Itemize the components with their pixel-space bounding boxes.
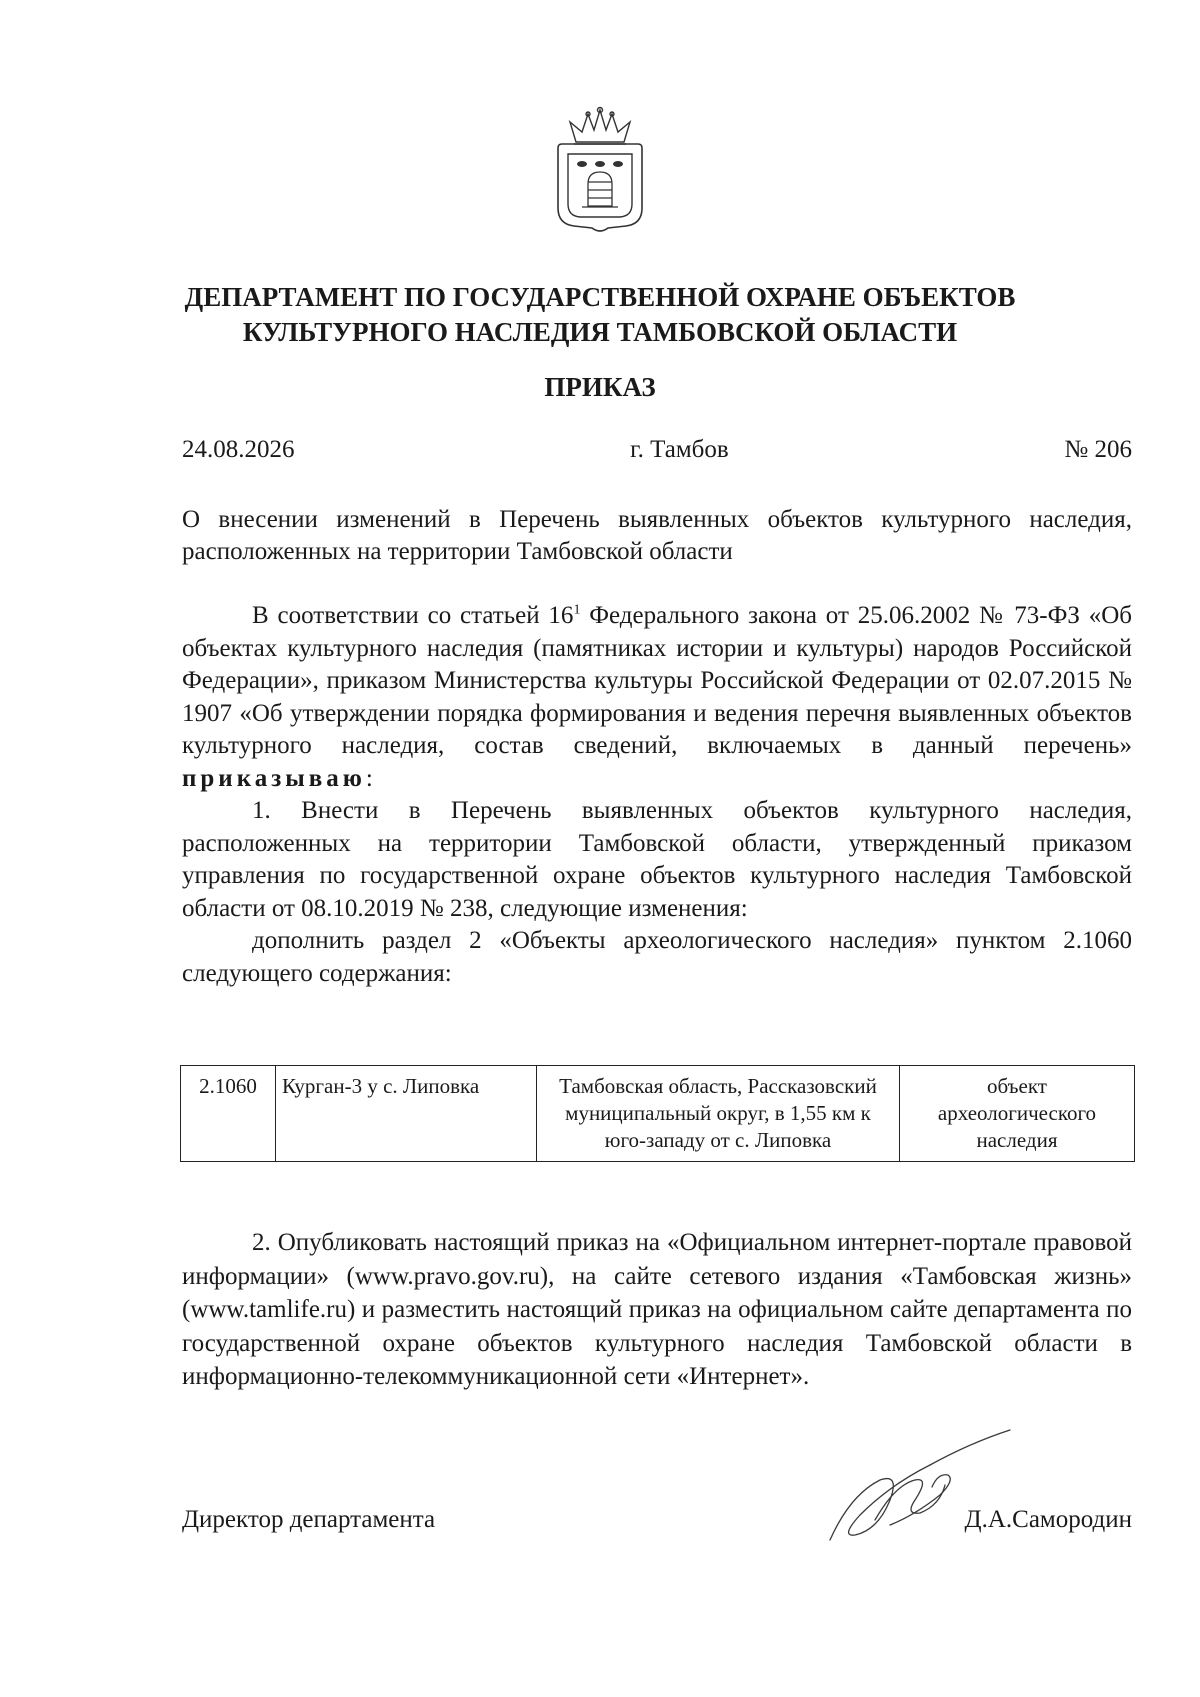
- item1-paragraph: 1. Внести в Перечень выявленных объектов культурного наследия, расположенных на территории Тамбовской области, утвержденный приказом управления по государственной охране объектов культурного наследия Тамбовской области от 08.10.2019 № 238, следующие изменения:: [182, 797, 1132, 922]
- item2-section: [182, 1226, 1132, 1394]
- object-location-cell: Тамбовская область, Рассказовский муниципальный округ, в 1,55 км к юго-западу от с. Липовка: [537, 1066, 900, 1162]
- object-name-cell: Курган-3 у с. Липовка: [276, 1066, 537, 1162]
- document-number: № 206: [1064, 436, 1132, 463]
- tambov-coat-of-arms-icon: [548, 104, 652, 234]
- document-subject: О внесении изменений в Перечень выявленных объектов культурного наследия, расположенных на территории Тамбовской области: [182, 506, 1132, 565]
- document-meta-row: [182, 436, 1132, 464]
- signer-position: Директор департамента: [182, 1506, 436, 1533]
- row-number-cell: 2.1060: [181, 1066, 276, 1162]
- handwritten-signature-icon: [820, 1425, 1020, 1555]
- object-category-cell: объект археологического наследия: [900, 1066, 1135, 1162]
- item1-sub-paragraph: дополнить раздел 2 «Объекты археологического наследия» пунктом 2.1060 следующего содержания:: [182, 927, 1132, 987]
- department-title-line1: ДЕПАРТАМЕНТ ПО ГОСУДАРСТВЕННОЙ ОХРАНЕ ОБЪЕКТОВ: [184, 282, 1016, 312]
- document-city: г. Тамбов: [630, 436, 729, 463]
- preamble-text-part2: Федерального закона от 25.06.2002 № 73-ФЗ «Об объектах культурного наследия (памятниках истории и культуры) народов Российской Федерации», приказом Министерства культуры Российской Федерации от 02.07.2015 № 1907 «Об утверждении порядка формирования и ведения перечня выявленных объектов культурного наследия, состав сведений, включаемых в данный перечень»: [182, 602, 1133, 759]
- department-title: [120, 280, 1080, 350]
- document-body: [182, 600, 1132, 990]
- signature-row: [182, 1506, 1132, 1534]
- preamble-superscript: 1: [573, 602, 581, 618]
- document-date: 24.08.2026: [182, 436, 295, 463]
- table-row: [181, 1066, 1135, 1162]
- heritage-object-table: [180, 1065, 1135, 1162]
- signer-name: Д.А.Самородин: [964, 1506, 1132, 1533]
- preamble-text-part1: В соответствии со статьей 16: [252, 602, 574, 629]
- document-type: ПРИКАЗ: [544, 372, 656, 402]
- preamble-paragraph: [182, 600, 1132, 795]
- item2-paragraph: 2. Опубликовать настоящий приказ на «Официальном интернет-портале правовой информации» (www.pravo.gov.ru), на сайте сетевого издания «Тамбовская жизнь» (www.tamlife.ru) и разместить настоящий приказ на официальном сайте департамента по государственной охране объектов культурного наследия Тамбовской области в информационно-телекоммуникационной сети «Интернет».: [182, 1229, 1132, 1390]
- department-title-line2: КУЛЬТУРНОГО НАСЛЕДИЯ ТАМБОВСКОЙ ОБЛАСТИ: [242, 317, 958, 347]
- order-word: приказываю: [182, 764, 366, 792]
- preamble-colon: :: [365, 764, 373, 792]
